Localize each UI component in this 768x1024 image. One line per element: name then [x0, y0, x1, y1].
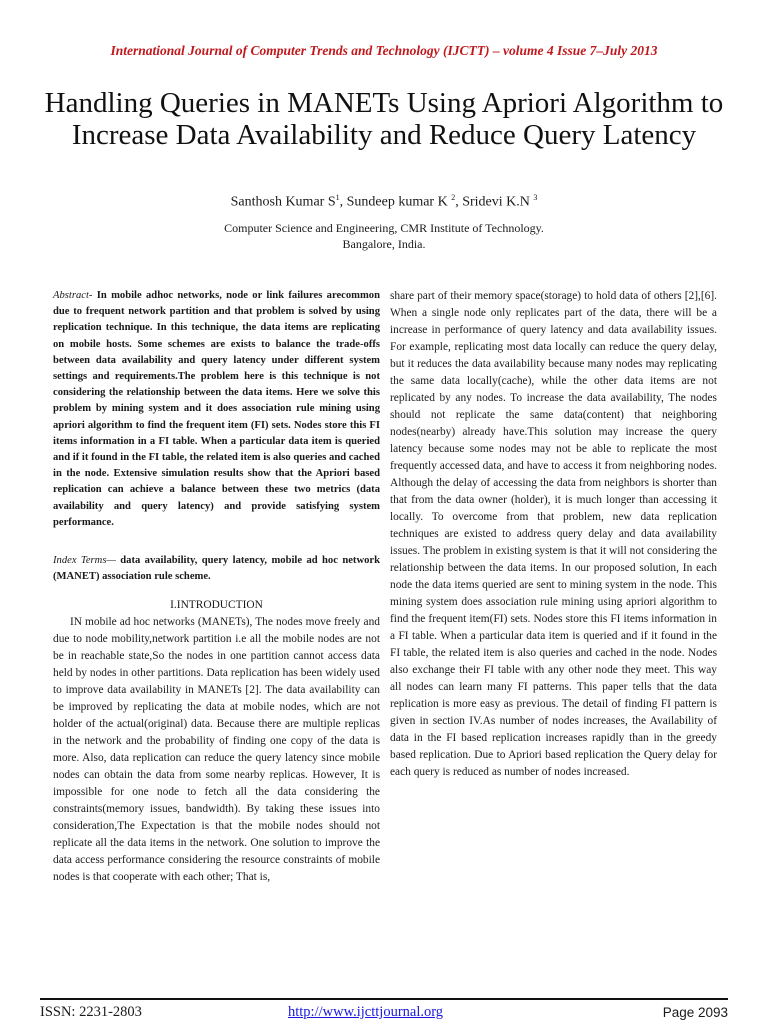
author-affiliation-mark: 1: [335, 193, 340, 202]
abstract: [53, 288, 380, 531]
footer-divider: [40, 998, 728, 1000]
author-name: Sridevi K.N: [462, 194, 534, 210]
page-number: Page 2093: [662, 1005, 728, 1020]
author-separator: ,: [455, 194, 463, 210]
affiliation-institution: Computer Science and Engineering, CMR Institute of Technology.: [224, 221, 544, 235]
footer-issn: ISSN: 2231-2803: [40, 1004, 142, 1020]
author-name: Sundeep kumar K: [346, 194, 452, 210]
author-affiliation-mark: 3: [533, 193, 538, 202]
index-terms-text: data availability, query latency, mobile ad hoc network (MANET) association rule scheme.: [53, 555, 380, 582]
abstract-lead: Abstract-: [53, 290, 93, 301]
index-terms-lead: Index Terms—: [53, 555, 116, 567]
right-column: [390, 288, 717, 781]
author-separator: ,: [339, 194, 347, 210]
journal-link[interactable]: http://www.ijcttjournal.org: [288, 1004, 444, 1020]
author-list: [0, 193, 768, 211]
introduction-paragraph-continued: share part of their memory space(storage) to hold data of others [2],[6]. When a single node only replicates part of the data, there will be a increase in performance of query latency and data availability issues. For example, replicating most data locally can reduce the query delay, but it reduces the data availability because many nodes may replicating the same data locally(cache), while the other data items are not replicated by any nodes. To increase the data availability, The nodes should not replicate the same data(content) that neighboring nodes(nearby) already have.This solution may increase the query latency because some nodes may not be able to replicate the most frequently accessed data, and have to access it from neighboring nodes. Although the delay of accessing the data from neighbors is shorter than that from the data owner (holder), it is much longer than accessing it locally. To overcome from that problem, new data replication techniques are existed to address query delay and data availability issues. The problem in existing system is that it will not considering the relationship between the data items. In our proposed solution, In each node the data items queried are sent to mining system in the node. This mining system does association rule mining using apriori algorithm to find the frequent item(FI) sets. Nodes store this FI items information in a FI table. When a particular data item is queried and if it found in the FI table, the related item is also queries and cached in the node. Nodes also exchange their FI table with any other node they meet. This way all nodes can learn many FI patterns. This paper tells that the data replication is more easy as previous. The detail of finding FI pattern is given in section IV.As number of nodes increases, the Availability of data in the FI based replication increases rapidly than in the greedy based replication. Due to Apriori based replication the Query delay for each query is reduced as number of nodes increased.: [390, 290, 717, 778]
left-column: [53, 288, 380, 886]
affiliation-location: Bangalore, India.: [342, 237, 426, 251]
author-name: Santhosh Kumar S: [230, 194, 336, 210]
journal-header: International Journal of Computer Trends and Technology (IJCTT) – volume 4 Issue 7–July 2013: [110, 43, 658, 58]
index-terms: [53, 553, 380, 584]
author-affiliation-mark: 2: [451, 193, 456, 202]
section-heading-introduction: I.INTRODUCTION: [170, 599, 263, 612]
introduction-paragraph: IN mobile ad hoc networks (MANETs), The nodes move freely and due to node mobility,network partition i.e all the mobile nodes are not be in reachable state,So the nodes in one partition cannot access data held by nodes in other partitions. Data replication has been widely used to improve data availability in MANETs [2]. The data availability can be improved by replicating the data at mobile nodes, which are not holder of the actual(original) data. Because there are multiple replicas in the network and the probability of finding one copy of the data is more. Also, data replication can reduce the query latency since mobile nodes can obtain the data from some nearby replicas. However, It is impossible for one node to fetch all the data considering the constraints(memory issues, bandwidth). By taking these issues into consideration,The Expectation is that the mobile nodes should not replicate all the data items in the network. One solution to improve the data access performance considering the resource constraints of mobile nodes is that cooperate with each other; That is,: [53, 616, 380, 884]
affiliation: [0, 220, 768, 252]
abstract-text: In mobile adhoc networks, node or link failures arecommon due to frequent network partition and that problem is solved by using replication technique. In this technique, the data items are replicating on mobile hosts. Some schemes are exists to balance the trade-offs between data availability and query latency under different system settings and requirements.The problem here is this technique is not considering the relationship between the data items. Here we solve this problem by mining system and it does association rule mining using apriori algorithm to find the frequent item (FI) sets. Nodes store this FI items information in a FI table. When a particular data item is queried and if it found in the FI table, the related item is also queries and cached in the node. Extensive simulation results show that the Apriori based replication can achieve a balance between these two metrics (data availability and query latency) and provide satisfying system performance.: [53, 290, 380, 528]
paper-title: Handling Queries in MANETs Using Apriori Algorithm to Increase Data Availability and Reduce Query Latency: [44, 87, 724, 151]
